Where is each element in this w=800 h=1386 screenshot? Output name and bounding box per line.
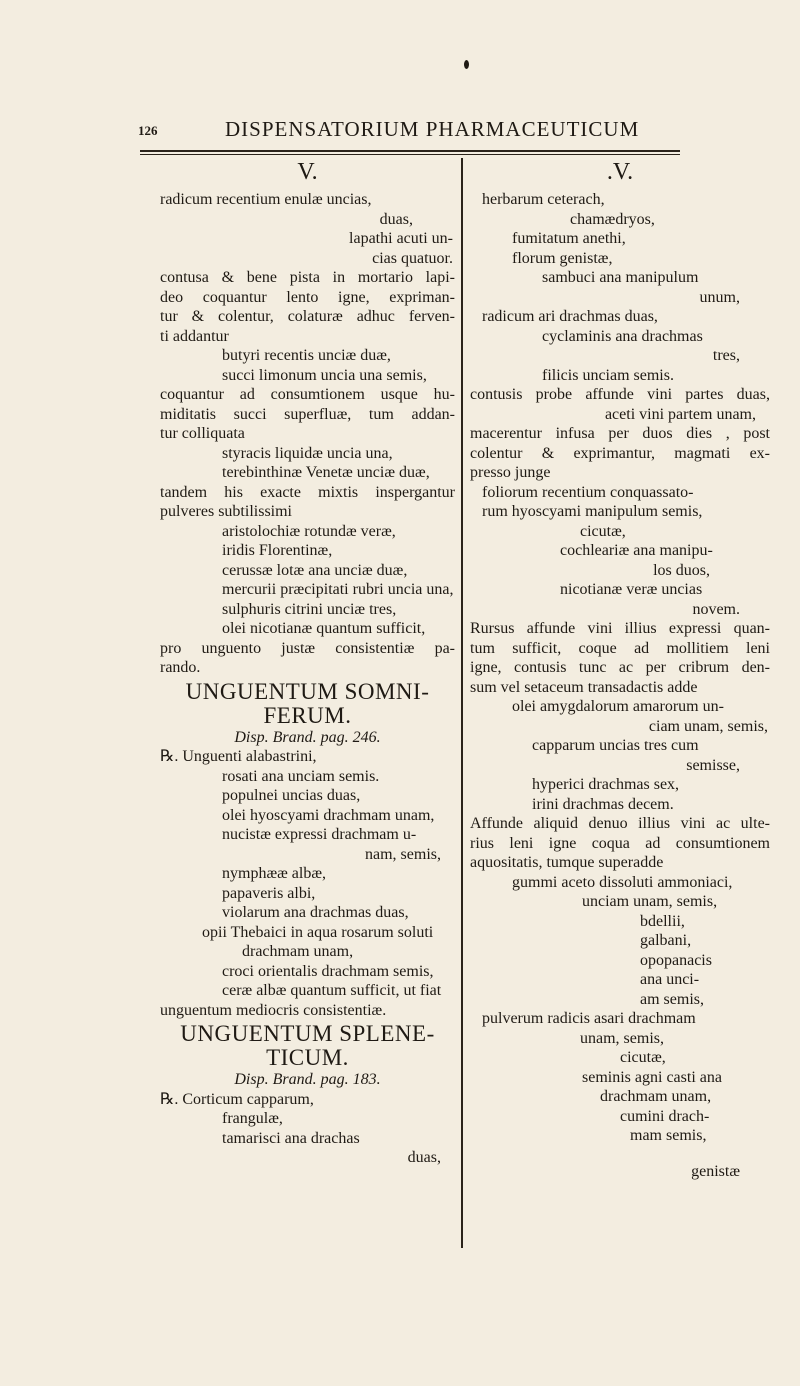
page-number: 126 xyxy=(138,123,158,138)
section-title: UNGUENTUM SOMNI- xyxy=(185,678,430,704)
text-line: cochleariæ ana manipu- xyxy=(560,542,713,559)
text-line: opopanacis xyxy=(640,951,712,969)
text-line: butyri recentis unciæ duæ, xyxy=(222,347,391,364)
text-line: seminis agni casti ana xyxy=(582,1068,722,1086)
text-line: radicum recentium enulæ uncias, xyxy=(160,191,372,208)
text-line: opii Thebaici in aqua rosarum soluti xyxy=(202,923,434,941)
text-line: macerentur infusa per duos dies , post xyxy=(470,425,770,442)
text-line: cicutæ, xyxy=(620,1049,666,1066)
text-line: rando. xyxy=(160,659,201,676)
text-line: olei hyoscyami drachmam unam, xyxy=(222,806,435,824)
text-line: tres, xyxy=(712,347,740,364)
text-line: gummi aceto dissoluti ammoniaci, xyxy=(512,873,733,891)
text-line: florum genistæ, xyxy=(512,249,613,267)
text-line: styracis liquidæ uncia una, xyxy=(222,444,393,462)
text-line: unciam unam, semis, xyxy=(582,893,718,910)
text-line: los duos, xyxy=(653,561,710,579)
text-line: unam, semis, xyxy=(580,1029,664,1047)
right-column xyxy=(470,158,770,1181)
text-line: novem. xyxy=(692,600,740,618)
text-line: capparum uncias tres cum xyxy=(532,737,699,754)
text-line: semisse, xyxy=(686,756,740,774)
source-citation: Disp. Brand. pag. 183. xyxy=(234,1071,381,1088)
text-line: rum hyoscyami manipulum semis, xyxy=(482,503,703,520)
text-line: nucistæ expressi drachmam u- xyxy=(222,826,417,843)
text-line: fumitatum anethi, xyxy=(512,230,626,247)
text-line: nam, semis, xyxy=(365,845,441,863)
text-line: terebinthinæ Venetæ unciæ duæ, xyxy=(222,464,430,481)
text-line: unum, xyxy=(699,288,740,306)
text-line: ceræ albæ quantum sufficit, ut fiat xyxy=(222,982,442,999)
text-line: duas, xyxy=(407,1149,441,1166)
text-line: drachmam unam, xyxy=(600,1088,712,1105)
text-line: ana unci- xyxy=(640,971,700,988)
text-line: cumini drach- xyxy=(620,1107,710,1125)
text-line: radicum ari drachmas duas, xyxy=(482,308,658,325)
text-line: cerussæ lotæ ana unciæ duæ, xyxy=(222,561,408,579)
text-line: violarum ana drachmas duas, xyxy=(222,904,409,921)
text-line: lapathi acuti un- xyxy=(349,230,453,247)
text-line: mam semis, xyxy=(630,1127,707,1144)
text-line: tandem his exacte mixtis inspergantur xyxy=(160,483,455,501)
text-line: pulveres subtilissimi xyxy=(160,503,292,520)
column-divider xyxy=(461,158,463,1248)
section-title: FERUM. xyxy=(263,702,352,728)
text-line: contusa & bene pista in mortario lapi- xyxy=(160,269,455,286)
text-line: tamarisci ana drachas xyxy=(222,1129,360,1147)
text-line: chamædryos, xyxy=(570,210,655,228)
catchword: genistæ xyxy=(691,1162,740,1180)
text-line: aceti vini partem unam, xyxy=(604,405,756,423)
text-line: cias quatuor. xyxy=(372,249,453,267)
text-line: irini drachmas decem. xyxy=(532,795,674,813)
text-line: coquantur ad consumtionem usque hu- xyxy=(160,386,455,403)
text-line: deo coquantur lento igne, expriman- xyxy=(160,288,455,306)
running-title: DISPENSATORIUM PHARMACEUTICUM xyxy=(225,117,640,141)
text-line: cicutæ, xyxy=(580,522,626,540)
text-line: sambuci ana manipulum xyxy=(542,269,699,286)
source-citation: Disp. Brand. pag. 246. xyxy=(234,728,381,746)
text-line: hyperici drachmas sex, xyxy=(532,776,680,793)
text-line: Rursus affunde vini illius expressi quan- xyxy=(470,620,770,637)
text-line: bdellii, xyxy=(640,912,685,930)
text-line: nymphææ albæ, xyxy=(222,865,327,882)
text-line: aquositatis, tumque superadde xyxy=(470,854,664,871)
text-line: cyclaminis ana drachmas xyxy=(542,327,703,345)
text-line: unguentum mediocris consistentiæ. xyxy=(160,1001,387,1019)
text-line: igne, contusis tunc ac per cribrum den- xyxy=(470,659,770,676)
text-line: presso junge xyxy=(470,464,551,481)
text-line: frangulæ, xyxy=(222,1110,283,1127)
text-line: colentur & exprimantur, magmati ex- xyxy=(470,444,770,462)
text-line: iridis Florentinæ, xyxy=(222,542,333,559)
text-line: populnei uncias duas, xyxy=(222,787,361,804)
section-title: TICUM. xyxy=(266,1045,349,1070)
text-line: pro unguento justæ consistentiæ pa- xyxy=(160,639,455,657)
left-column-heading: V. xyxy=(297,159,318,185)
header-rule xyxy=(140,150,680,152)
text-line: sulphuris citrini unciæ tres, xyxy=(222,600,397,618)
text-line: Affunde aliquid denuo illius vini ac ulte- xyxy=(470,815,770,832)
header-rule-thin xyxy=(140,154,680,155)
text-line: duas, xyxy=(379,210,413,228)
text-line: ℞. Unguenti alabastrini, xyxy=(160,748,317,765)
text-line: croci orientalis drachmam semis, xyxy=(222,962,434,980)
ink-spot xyxy=(464,60,469,69)
text-line: mercurii præcipitati rubri uncia una, xyxy=(222,581,454,598)
text-line: tum sufficit, coque ad mollitiem leni xyxy=(470,639,770,657)
text-line: rosati ana unciam semis. xyxy=(222,767,380,785)
text-line: tur & colentur, colaturæ adhuc ferven- xyxy=(160,308,455,325)
text-line: ciam unam, semis, xyxy=(648,717,768,735)
text-line: foliorum recentium conquassato- xyxy=(482,483,694,501)
text-line: herbarum ceterach, xyxy=(482,191,605,208)
text-line: ti addantur xyxy=(160,327,229,345)
text-line: olei nicotianæ quantum sufficit, xyxy=(222,620,426,637)
text-line: ℞. Corticum capparum, xyxy=(160,1090,314,1108)
text-line: filicis unciam semis. xyxy=(542,366,674,384)
text-line: miditatis succi superfluæ, tum addan- xyxy=(160,405,455,423)
text-line: aristolochiæ rotundæ veræ, xyxy=(222,522,396,540)
text-line: nicotianæ veræ uncias xyxy=(560,581,703,598)
text-line: succi limonum uncia una semis, xyxy=(222,366,427,384)
text-line: papaveris albi, xyxy=(222,884,316,902)
text-line: sum vel setaceum transadactis adde xyxy=(470,678,698,696)
text-line: pulverum radicis asari drachmam xyxy=(482,1010,696,1027)
text-line: contusis probe affunde vini partes duas, xyxy=(470,386,770,403)
section-title: UNGUENTUM SPLENE- xyxy=(180,1021,435,1046)
text-line: rius leni igne coqua ad consumtionem xyxy=(470,834,770,852)
text-line: tur colliquata xyxy=(160,425,245,442)
text-line: galbani, xyxy=(640,932,692,949)
text-line: drachmam unam, xyxy=(242,943,354,960)
right-column-heading: .V. xyxy=(606,159,634,185)
text-line: am semis, xyxy=(640,990,704,1008)
left-column xyxy=(160,158,455,1168)
text-line: olei amygdalorum amarorum un- xyxy=(512,698,724,715)
page-header xyxy=(130,117,690,151)
